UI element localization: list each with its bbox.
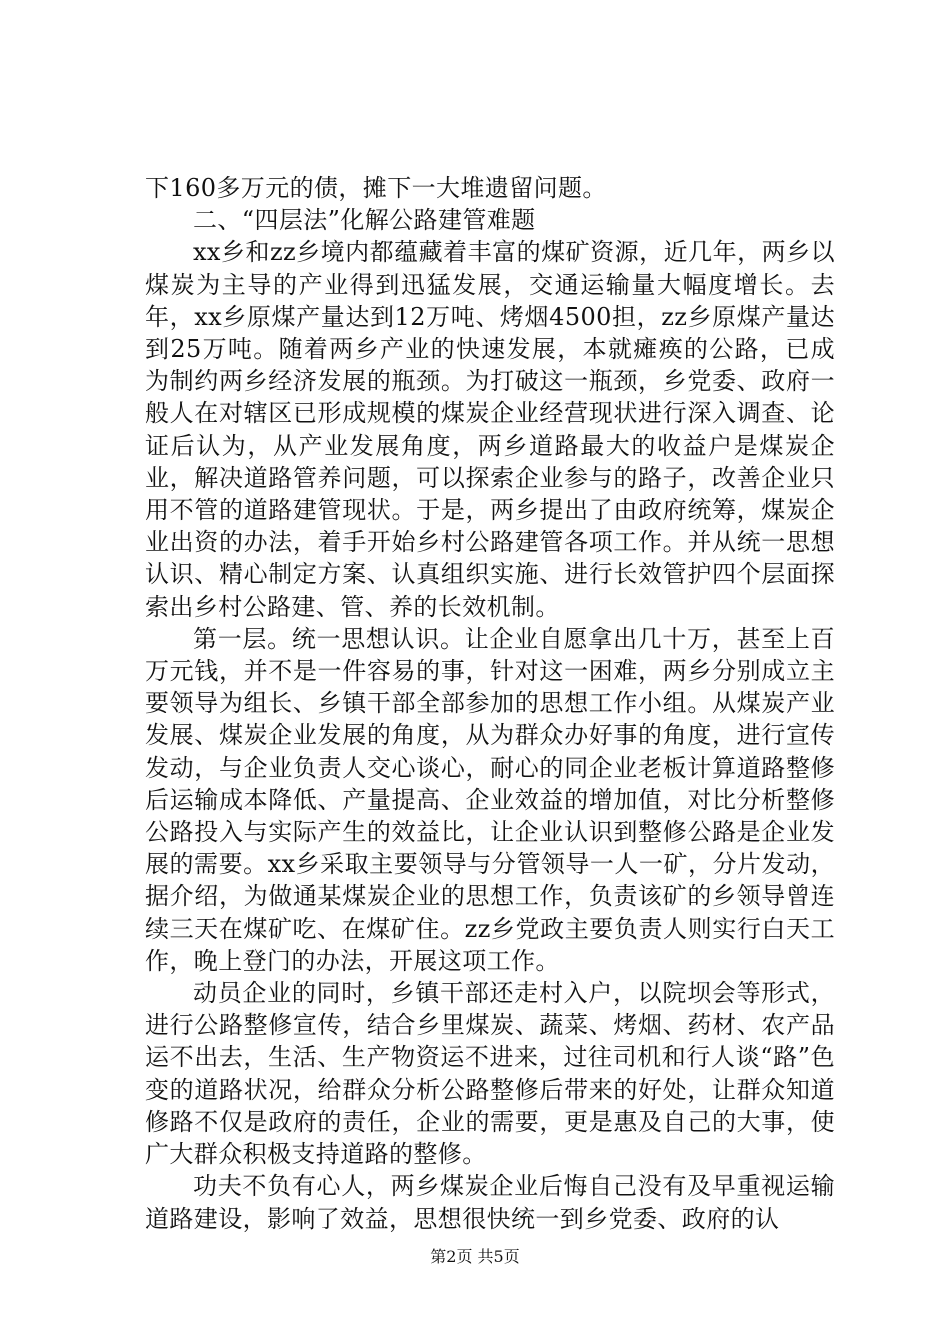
page-footer: 第2页 共5页	[430, 1247, 520, 1266]
document-body	[145, 172, 835, 1235]
section-heading: 二、“四层法”化解公路建管难题	[193, 206, 536, 235]
paragraph: xx乡和zz乡境内都蕴藏着丰富的煤矿资源，近几年，两乡以煤炭为主导的产业得到迅猛发展，交通运输量大幅度增长。去年，xx乡原煤产量达到12万吨、烤烟4500担，zz乡原煤产量达到25万吨。随着两乡产业的快速发展，本就瘫痪的公路，已成为制约两乡经济发展的瓶颈。为打破这一瓶颈，乡党委、政府一般人在对辖区已形成规模的煤炭企业经营现状进行深入调查、论证后认为，从产业发展角度，两乡道路最大的收益户是煤炭企业，解决道路管养问题，可以探索企业参与的路子，改善企业只用不管的道路建管现状。于是，两乡提出了由政府统筹，煤炭企业出资的办法，着手开始乡村公路建管各项工作。并从统一思想认识、精心制定方案、认真组织实施、进行长效管护四个层面探索出乡村公路建、管、养的长效机制。	[145, 238, 835, 621]
paragraph: 功夫不负有心人，两乡煤炭企业后悔自己没有及早重视运输道路建设，影响了效益，思想很快统一到乡党委、政府的认	[145, 1172, 835, 1233]
paragraph-continuation: 下160多万元的债，摊下一大堆遗留问题。	[145, 174, 607, 202]
paragraph: 动员企业的同时，乡镇干部还走村入户，以院坝会等形式，进行公路整修宣传，结合乡里煤炭、蔬菜、烤烟、药材、农产品运不出去，生活、生产物资运不进来，过往司机和行人谈“路”色变的道路状况，给群众分析公路整修后带来的好处，让群众知道修路不仅是政府的责任，企业的需要，更是惠及自己的大事，使广大群众积极支持道路的整修。	[145, 979, 835, 1169]
paragraph: 第一层。统一思想认识。让企业自愿拿出几十万，甚至上百万元钱，并不是一件容易的事，针对这一困难，两乡分别成立主要领导为组长、乡镇干部全部参加的思想工作小组。从煤炭产业发展、煤炭企业发展的角度，从为群众办好事的角度，进行宣传发动，与企业负责人交心谈心，耐心的同企业老板计算道路整修后运输成本降低、产量提高、企业效益的增加值，对比分析整修公路投入与实际产生的效益比，让企业认识到整修公路是企业发展的需要。xx乡采取主要领导与分管领导一人一矿，分片发动，据介绍，为做通某煤炭企业的思想工作，负责该矿的乡领导曾连续三天在煤矿吃、在煤矿住。zz乡党政主要负责人则实行白天工作，晚上登门的办法，开展这项工作。	[145, 624, 835, 975]
